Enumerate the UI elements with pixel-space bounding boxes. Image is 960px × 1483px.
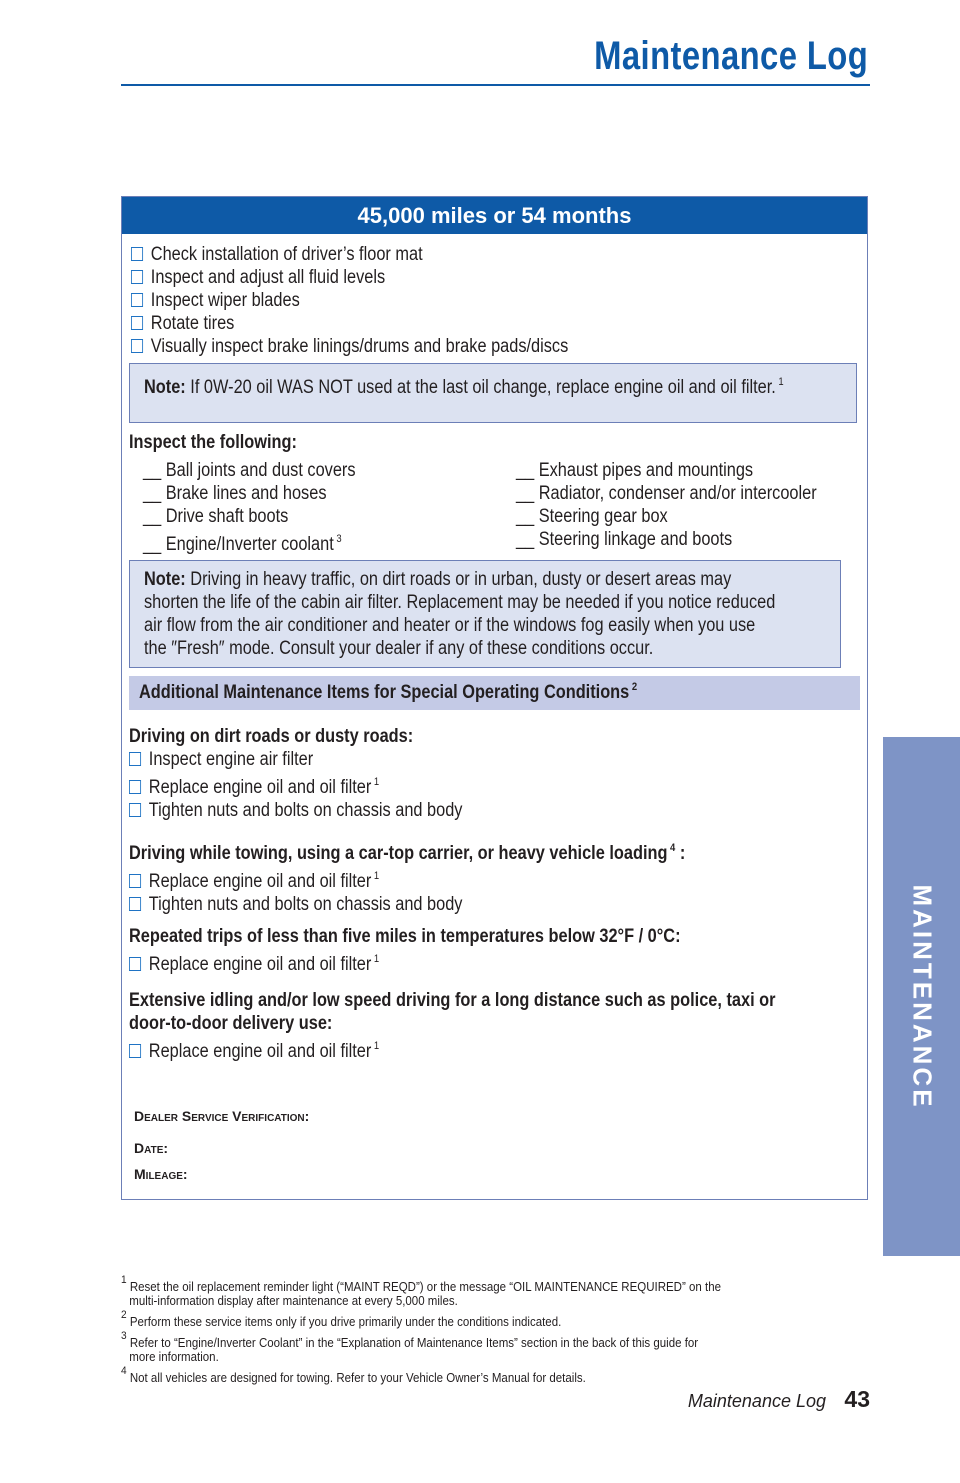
footnotes bbox=[121, 1273, 881, 1385]
dealer-verification-label: Dealer Service Verification: bbox=[134, 1108, 310, 1124]
inspect-heading: Inspect the following: bbox=[129, 432, 297, 453]
inspect-list-left bbox=[143, 459, 390, 556]
service-checklist bbox=[131, 243, 639, 358]
condition-heading: Repeated trips of less than five miles in temperatures below 32°F / 0°C: bbox=[129, 926, 681, 947]
condition-heading: Extensive idling and/or low speed driving for a long distance such as police, taxi or bbox=[129, 990, 776, 1011]
condition-heading: Driving while towing, using a car-top carrier, or heavy vehicle loading $^4$ : bbox=[129, 842, 686, 864]
condition-towing bbox=[129, 837, 776, 916]
footnote: $^4$ Not all vehicles are designed for towing. Refer to your Vehicle Owner’s Manual for details. bbox=[121, 1365, 586, 1385]
checkbox-icon[interactable] bbox=[129, 874, 141, 888]
condition-idling bbox=[129, 989, 881, 1063]
section-tab-label: MAINTENANCE bbox=[907, 883, 937, 1110]
note-label: Note: bbox=[144, 569, 186, 590]
date-label: Date: bbox=[134, 1140, 169, 1156]
note-text: If 0W-20 oil WAS NOT used at the last oil change, replace engine oil and oil filter. bbox=[190, 377, 776, 398]
checklist-item[interactable]: Inspect wiper blades bbox=[131, 289, 568, 312]
mileage-label: Mileage: bbox=[134, 1166, 188, 1182]
condition-dusty-roads bbox=[129, 725, 517, 822]
footnote: $^1$ Reset the oil replacement reminder light (“MAINT REQD”) or the message “OIL MAINTENANCE REQUIRED” on the bbox=[121, 1274, 721, 1294]
checklist-item[interactable]: Replace engine oil and oil filter $^1$ bbox=[129, 948, 681, 976]
inspect-item: __ Radiator, condenser and/or intercooler bbox=[516, 483, 817, 504]
note-label: Note: bbox=[144, 377, 186, 398]
checkbox-icon[interactable] bbox=[129, 780, 141, 794]
checkbox-icon[interactable] bbox=[131, 247, 143, 261]
checkbox-icon[interactable] bbox=[131, 316, 143, 330]
footnote: $^2$ Perform these service items only if you drive primarily under the conditions indicated. bbox=[121, 1309, 562, 1329]
page-title: Maintenance Log bbox=[593, 34, 868, 78]
checklist-item[interactable]: Replace engine oil and oil filter $^1$ bbox=[129, 865, 685, 893]
checkbox-icon[interactable] bbox=[129, 897, 141, 911]
footnote: $^3$ Refer to “Engine/Inverter Coolant” in the “Explanation of Maintenance Items” section in the back of this guide for bbox=[121, 1330, 699, 1350]
checklist-item[interactable]: Replace engine oil and oil filter $^1$ bbox=[129, 1035, 775, 1063]
checklist-item[interactable]: Replace engine oil and oil filter $^1$ bbox=[129, 771, 462, 799]
special-conditions-heading: Additional Maintenance Items for Special Operating Conditions $^2$ bbox=[129, 676, 860, 710]
page-number: 43 bbox=[844, 1386, 870, 1412]
inspect-item: __ Ball joints and dust covers bbox=[143, 460, 356, 481]
title-divider bbox=[121, 84, 870, 86]
condition-heading: Driving on dirt roads or dusty roads: bbox=[129, 726, 414, 747]
dealer-verification bbox=[134, 1100, 309, 1190]
checkbox-icon[interactable] bbox=[131, 270, 143, 284]
inspect-item: __ Exhaust pipes and mountings bbox=[516, 460, 754, 481]
checklist-item[interactable]: Check installation of driver’s floor mat bbox=[131, 243, 568, 266]
condition-heading: door-to-door delivery use: bbox=[129, 1013, 333, 1034]
footnote-ref: 3 bbox=[336, 533, 342, 545]
condition-short-trips bbox=[129, 925, 770, 976]
inspect-item: __ Engine/Inverter coolant $^3$ bbox=[143, 533, 342, 555]
interval-title: 45,000 miles or 54 months bbox=[122, 197, 867, 234]
checkbox-icon[interactable] bbox=[129, 1044, 141, 1058]
inspect-item: __ Drive shaft boots bbox=[143, 506, 289, 527]
checkbox-icon[interactable] bbox=[131, 293, 143, 307]
footnote-ref: 1 bbox=[778, 376, 784, 388]
inspect-item: __ Steering linkage and boots bbox=[516, 529, 733, 550]
inspect-item: __ Brake lines and hoses bbox=[143, 483, 327, 504]
checklist-item[interactable]: Inspect engine air filter bbox=[129, 748, 462, 771]
footer-section-label: Maintenance Log bbox=[687, 1391, 826, 1411]
checkbox-icon[interactable] bbox=[129, 803, 141, 817]
checklist-item[interactable]: Inspect and adjust all fluid levels bbox=[131, 266, 568, 289]
checklist-item[interactable]: Visually inspect brake linings/drums and brake pads/discs bbox=[131, 335, 568, 358]
checklist-item[interactable]: Tighten nuts and bolts on chassis and body bbox=[129, 799, 462, 822]
checklist-item[interactable]: Tighten nuts and bolts on chassis and body bbox=[129, 893, 685, 916]
checkbox-icon[interactable] bbox=[129, 957, 141, 971]
inspect-list-right bbox=[516, 459, 866, 551]
oil-note bbox=[129, 363, 857, 423]
footnote: more information. bbox=[129, 1350, 219, 1364]
checklist-item[interactable]: Rotate tires bbox=[131, 312, 568, 335]
inspect-item: __ Steering gear box bbox=[516, 506, 668, 527]
footnote: multi-information display after maintenance at every 5,000 miles. bbox=[129, 1294, 458, 1308]
section-tab[interactable] bbox=[883, 737, 960, 1256]
checkbox-icon[interactable] bbox=[131, 339, 143, 353]
cabin-filter-note: Note: Driving in heavy traffic, on dirt roads or in urban, dusty or desert areas may shorten the life of the cabin air filter. Replacement may be needed if you notice reduced air flow from the air conditioner and heater or if the windows fog easily when you use the ″Fresh″ mode. Consult your dealer if any of these conditions occur. bbox=[129, 560, 841, 668]
maintenance-interval-panel bbox=[121, 196, 868, 1200]
checkbox-icon[interactable] bbox=[129, 752, 141, 766]
